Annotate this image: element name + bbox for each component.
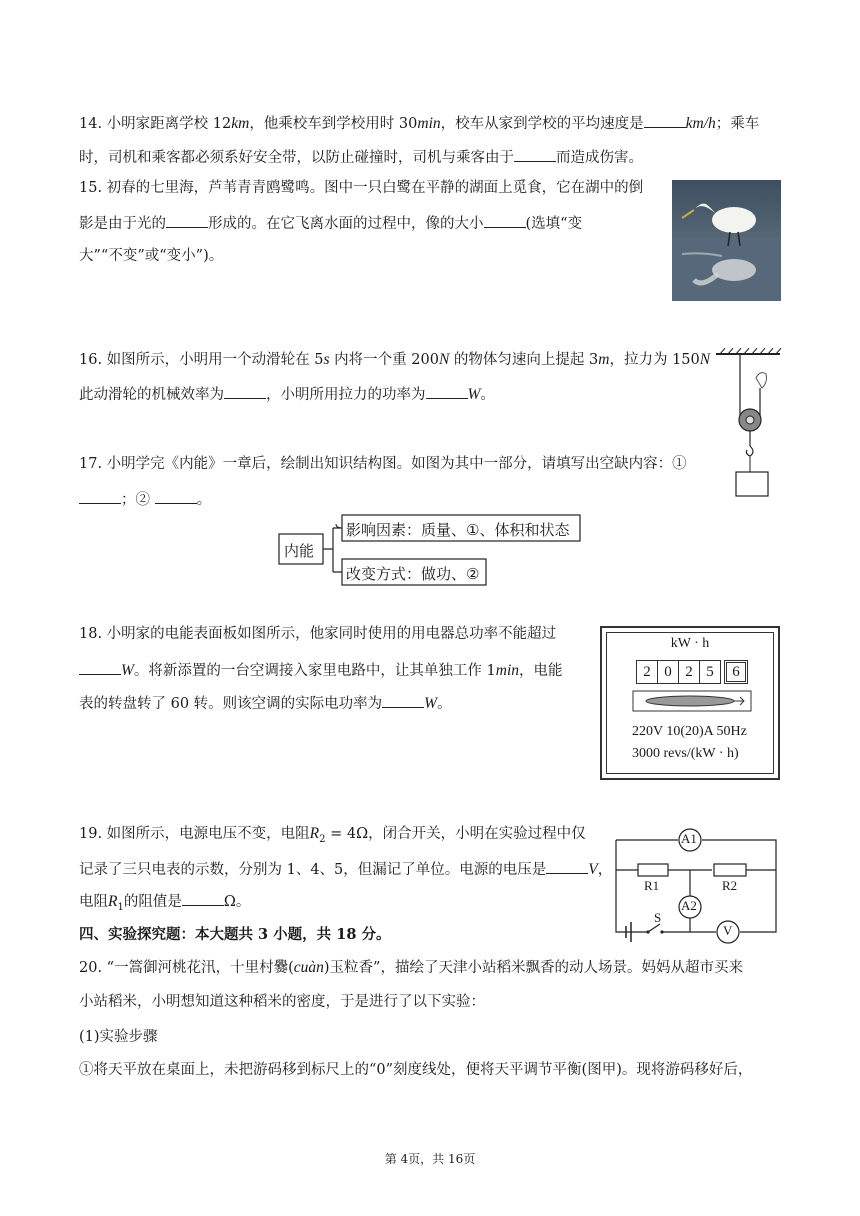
text: 。将新添置的一台空调接入家里电路中，让其单独工作 1 [133, 663, 496, 679]
text: ，校车从家到学校的平均速度是 [440, 116, 644, 132]
answer-blank [484, 212, 526, 228]
q17-line2 [79, 488, 211, 510]
unit-km: km [231, 115, 250, 132]
section-heading: 四、实验探究题：本大题共 3 小题，共 18 分。 [79, 926, 391, 943]
q20-line2 [79, 992, 485, 1012]
text: 此动滑轮的机械效率为 [79, 387, 224, 403]
subscript: 2 [319, 833, 326, 845]
text: 大”“不变”或“变小”)。 [79, 248, 224, 264]
pinyin: cuàn [293, 959, 324, 976]
text: ，他乘校车到学校用时 30 [249, 116, 418, 132]
text: = 4Ω，闭合开关，小明在实验过程中仅 [325, 826, 586, 842]
unit: N [438, 351, 450, 368]
text: 内将一个重 200 [329, 352, 439, 368]
text: 。 [480, 387, 495, 403]
resistor-r2-label: R2 [722, 878, 738, 893]
text: ， [597, 862, 613, 878]
circuit-wires [612, 826, 782, 944]
egret-photo [672, 180, 781, 305]
q15-line3 [79, 246, 223, 266]
text: 17. 小明学完《内能》一章后，绘制出知识结构图。如图为其中一部分，请填写出空缺内容：① [79, 456, 687, 472]
text: (1)实验步骤 [79, 1029, 158, 1045]
answer-blank [224, 383, 266, 399]
text: (选填“变 [525, 216, 583, 232]
ammeter-a1-label: A1 [681, 831, 697, 846]
text: ，电能 [519, 663, 563, 679]
diagram-bottom-box: 改变方式：做功、② [346, 565, 480, 583]
q19-line2 [79, 858, 612, 880]
q16-line1 [79, 350, 710, 370]
answer-blank [79, 659, 121, 675]
text: 的阻值是 [123, 894, 182, 910]
meter-digit: 5 [700, 660, 721, 684]
text: 18. 小明家的电能表面板如图所示，他家同时使用的用电器总功率不能超过 [79, 626, 557, 642]
q19-line1 [79, 824, 586, 850]
unit: m [598, 351, 610, 368]
text: 时，司机和乘客都必须系好安全带，以防止碰撞时，司机与乘客由于 [79, 150, 514, 166]
text: 19. 如图所示，电源电压不变，电阻 [79, 826, 310, 842]
circuit-diagram [612, 826, 782, 944]
q14-line1 [79, 112, 759, 134]
unit-min: min [417, 115, 441, 132]
text: ；② [121, 492, 150, 508]
page-footer: 第 4页，共 16页 [384, 1152, 476, 1166]
q18-line3 [79, 692, 452, 714]
answer-blank [514, 146, 556, 162]
switch-label: S [654, 910, 662, 925]
answer-blank [382, 692, 424, 708]
text: 影是由于光的 [79, 216, 166, 232]
text: 电阻 [79, 894, 108, 910]
answer-blank [166, 212, 208, 228]
text: 形成的。在它飞离水面的过程中，像的大小 [208, 216, 484, 232]
text: 。 [437, 696, 452, 712]
q15-line1 [79, 178, 643, 198]
text: ；乘车 [715, 116, 760, 132]
q14-line2 [79, 146, 643, 168]
unit: W [121, 662, 134, 679]
meter-digits [636, 660, 748, 684]
unit: N [699, 351, 711, 368]
text: )玉粒香”，描绘了天津小站稻米飘香的动人场景。妈妈从超市买来 [323, 960, 743, 976]
q20-line4 [79, 1060, 752, 1080]
q16-line2 [79, 383, 495, 405]
unit: W [424, 695, 438, 712]
meter-digit-decimal: 6 [724, 660, 748, 684]
knowledge-diagram [278, 512, 590, 588]
symbol-r: R [309, 825, 320, 842]
answer-blank [79, 488, 121, 504]
text: ①将天平放在桌面上，未把游码移到标尺上的“0”刻度线处，便将天平调节平衡(图甲)。现将游码移好后， [79, 1062, 753, 1078]
meter-disc [632, 690, 752, 712]
q20-line3 [79, 1027, 158, 1047]
text: 表的转盘转了 60 转。则该空调的实际电功率为 [79, 696, 383, 712]
meter-revs: 3000 revs/(kW · h) [632, 746, 739, 761]
text: ，拉力为 150 [609, 352, 700, 368]
answer-blank [182, 890, 224, 906]
q18-line2 [79, 659, 563, 681]
q17-line1 [79, 454, 687, 474]
meter-spec: 220V 10(20)A 50Hz [632, 724, 747, 739]
unit: V [588, 861, 598, 878]
pulley-figure [712, 348, 784, 504]
text: 的物体匀速向上提起 3 [449, 352, 599, 368]
meter-digit: 2 [679, 660, 700, 684]
q20-line1 [79, 958, 743, 978]
text: 小站稻米，小明想知道这种稻米的密度，于是进行了以下实验： [79, 994, 485, 1010]
ammeter-a2-label: A2 [681, 898, 697, 913]
answer-blank [155, 488, 197, 504]
meter-digit: 2 [636, 660, 658, 684]
unit: min [495, 662, 520, 679]
text: 14. 小明家距离学校 12 [79, 116, 232, 132]
energy-meter [600, 626, 780, 780]
resistor-r1-label: R1 [644, 878, 660, 893]
text: 记录了三只电表的示数，分别为 1、4、5，但漏记了单位。电源的电压是 [79, 862, 547, 878]
voltmeter-label: V [723, 923, 733, 938]
q18-line1 [79, 624, 556, 644]
q19-line3 [79, 890, 250, 918]
text: 16. 如图所示，小明用一个动滑轮在 5 [79, 352, 324, 368]
q15-line2 [79, 212, 582, 234]
answer-blank [546, 858, 588, 874]
answer-blank [426, 383, 468, 399]
unit: W [467, 386, 481, 403]
unit-kmh: km/h [685, 115, 716, 132]
unit: s [323, 351, 330, 368]
diagram-top-box: 影响因素：质量、①、体积和状态 [346, 521, 570, 539]
text: ，小明所用拉力的功率为 [266, 387, 426, 403]
diagram-root: 内能 [284, 542, 315, 560]
text: 。 [196, 492, 212, 508]
subscript: 1 [117, 901, 124, 913]
symbol-r: R [108, 893, 118, 910]
text: 而造成伤害。 [556, 150, 643, 166]
meter-unit: kW · h [670, 636, 710, 651]
text: 20. “一篙御河桃花汛，十里村爨( [79, 960, 294, 976]
text: 15. 初春的七里海，芦苇青青鸥鹭鸣。图中一只白鹭在平静的湖面上觅食，它在湖中的倒 [79, 180, 644, 196]
answer-blank [644, 112, 686, 128]
meter-digit: 0 [658, 660, 679, 684]
text: Ω。 [223, 894, 251, 910]
